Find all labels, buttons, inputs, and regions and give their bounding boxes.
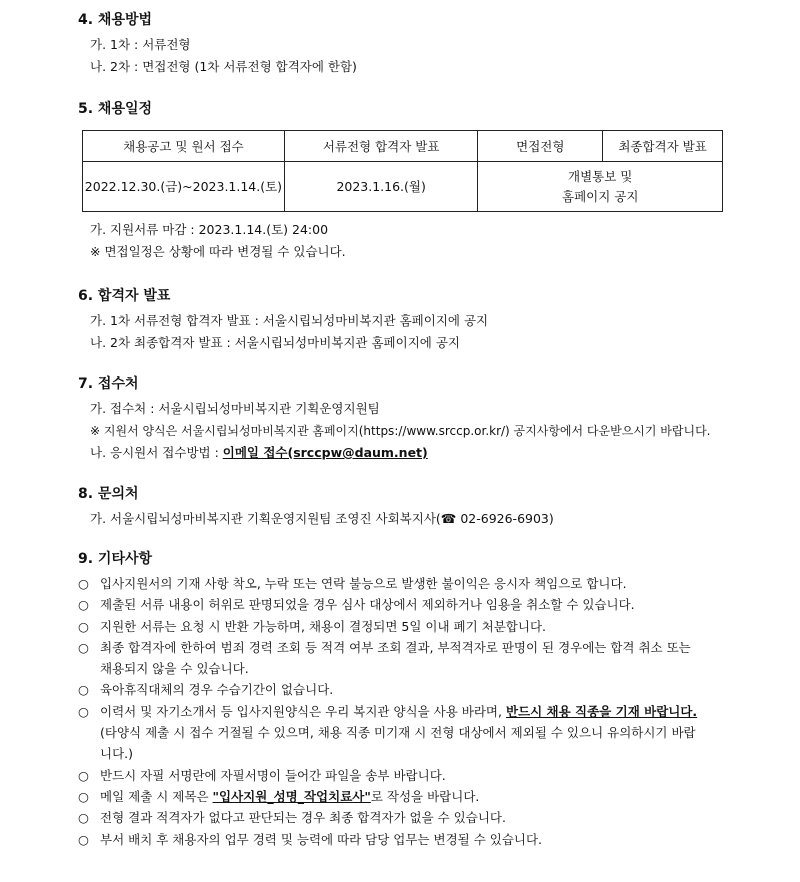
- list-item: [78, 829, 778, 850]
- table-row: [83, 162, 723, 212]
- list-item-text: 지원한 서류는 요청 시 반환 가능하며, 채용이 결정되면 5일 이내 폐기 처분합니다.: [100, 618, 547, 634]
- section-heading: 6. 합격자 발표: [78, 288, 171, 304]
- form-download-note: ※ 지원서 양식은 서울시립뇌성마비복지관 홈페이지(https://www.srccp.or.kr/) 공지사항에서 다운받으시기 바랍니다.: [90, 424, 711, 438]
- section-heading: 4. 채용방법: [78, 12, 153, 28]
- table-cell: 2023.1.16.(월): [284, 162, 478, 212]
- table-header-cell: 채용공고 및 원서 접수: [83, 131, 285, 162]
- method-first-round: 가. 1차 : 서류전형: [90, 37, 191, 52]
- contact-line: [78, 508, 778, 530]
- announcement-first: 가. 1차 서류전형 합격자 발표 : 서울시립뇌성마비복지관 홈페이지에 공지: [90, 313, 489, 328]
- section-heading: 5. 채용일정: [78, 101, 153, 117]
- bullet-icon: ○: [78, 788, 89, 804]
- section-heading: 9. 기타사항: [78, 551, 153, 567]
- bullet-icon: ○: [78, 810, 89, 826]
- section-heading: 7. 접수처: [78, 376, 139, 392]
- list-item: [78, 573, 778, 594]
- list-item-text: 이력서 및 자기소개서 등 입사지원양식은 우리 복지관 양식을 사용 바라며,: [100, 703, 506, 719]
- list-item: [78, 807, 778, 828]
- list-item-text: 전형 결과 적격자가 없다고 판단되는 경우 최종 합격자가 없을 수 있습니다.: [100, 810, 506, 826]
- section-announcement: [78, 286, 778, 354]
- application-method: [78, 442, 778, 464]
- merged-cell-line: 개별통보 및: [568, 168, 633, 184]
- list-item: [78, 701, 778, 722]
- list-item-text: 최종 합격자에 한하여 범죄 경력 조회 등 적격 여부 조회 결과, 부적격자로 판명이 된 경우에는 합격 취소 또는: [100, 639, 691, 655]
- list-item-text: 메일 제출 시 제목은: [100, 788, 213, 804]
- section-schedule: [78, 99, 778, 123]
- section-application: [78, 374, 778, 464]
- bullet-icon: ○: [78, 831, 89, 847]
- table-header-cell: 서류전형 합격자 발표: [284, 131, 478, 162]
- section-contact: [78, 484, 778, 530]
- list-item: [78, 765, 778, 786]
- bullet-icon: ○: [78, 597, 89, 613]
- list-item-continuation: 니다.): [100, 746, 134, 762]
- interview-note: ※ 면접일정은 상황에 따라 변경될 수 있습니다.: [90, 244, 346, 259]
- announcement-final: 나. 2차 최종합격자 발표 : 서울시립뇌성마비복지관 홈페이지에 공지: [90, 335, 460, 350]
- list-item-text: 반드시 자필 서명란에 자필서명이 들어간 파일을 송부 바랍니다.: [100, 767, 446, 783]
- schedule-notes: [78, 219, 778, 263]
- list-item: [78, 786, 778, 807]
- list-item-text: 제출된 서류 내용이 허위로 판명되었을 경우 심사 대상에서 제외하거나 임용을 취소할 수 있습니다.: [100, 597, 635, 613]
- method-second-round: 나. 2차 : 면접전형 (1차 서류전형 합격자에 한함): [90, 59, 357, 74]
- list-item-continuation: 채용되지 않을 수 있습니다.: [100, 661, 249, 677]
- bullet-icon: ○: [78, 703, 89, 719]
- list-item-text: 부서 배치 후 채용자의 업무 경력 및 능력에 따라 담당 업무는 변경될 수 있습니다.: [100, 831, 543, 847]
- schedule-table: [82, 130, 723, 212]
- list-item: [78, 594, 778, 615]
- list-item: [78, 637, 778, 658]
- table-cell: 2022.12.30.(금)~2023.1.14.(토): [83, 162, 285, 212]
- bullet-icon: ○: [78, 767, 89, 783]
- table-header-cell: 최종합격자 발표: [603, 131, 723, 162]
- list-item-text: 입사지원서의 기재 사항 착오, 누락 또는 연락 불능으로 발생한 불이익은 응시자 책임으로 합니다.: [100, 576, 627, 591]
- contact-phone: 02-6926-6903): [456, 511, 554, 526]
- list-item-emphasis: 반드시 채용 직종을 기재 바랍니다.: [505, 703, 698, 719]
- merged-cell-line: 홈페이지 공지: [562, 188, 639, 204]
- bullet-icon: ○: [78, 576, 89, 591]
- table-header-cell: 면접전형: [478, 131, 603, 162]
- section-misc: [78, 549, 778, 850]
- bullet-icon: ○: [78, 618, 89, 634]
- contact-name: 가. 서울시립뇌성마비복지관 기획운영지원팀 조영진 사회복지사(: [90, 511, 441, 526]
- list-item-emphasis: "입사지원_성명_작업치료사": [212, 788, 371, 804]
- bullet-icon: ○: [78, 639, 89, 655]
- list-item-text: 로 작성을 바랍니다.: [370, 788, 480, 804]
- table-cell-merged: [478, 162, 723, 212]
- deadline-note: 가. 지원서류 마감 : 2023.1.14.(토) 24:00: [90, 222, 329, 237]
- list-item-text: 육아휴직대체의 경우 수습기간이 없습니다.: [100, 682, 334, 698]
- section-heading: 8. 문의처: [78, 486, 139, 502]
- application-method-label: 나. 응시원서 접수방법 :: [90, 445, 223, 460]
- list-item: [78, 616, 778, 637]
- table-header-row: [83, 131, 723, 162]
- section-recruitment-method: [78, 10, 778, 78]
- list-item: [78, 679, 778, 700]
- list-item-continuation: (타양식 제출 시 접수 거절될 수 있으며, 채용 직종 미기재 시 전형 대상에서 제외될 수 있으니 유의하시기 바랍: [100, 725, 696, 741]
- phone-icon: ☎: [440, 511, 457, 526]
- bullet-icon: ○: [78, 682, 89, 698]
- application-email: 이메일 접수(srccpw@daum.net): [222, 445, 428, 460]
- application-office: 가. 접수처 : 서울시립뇌성마비복지관 기획운영지원팀: [90, 401, 380, 416]
